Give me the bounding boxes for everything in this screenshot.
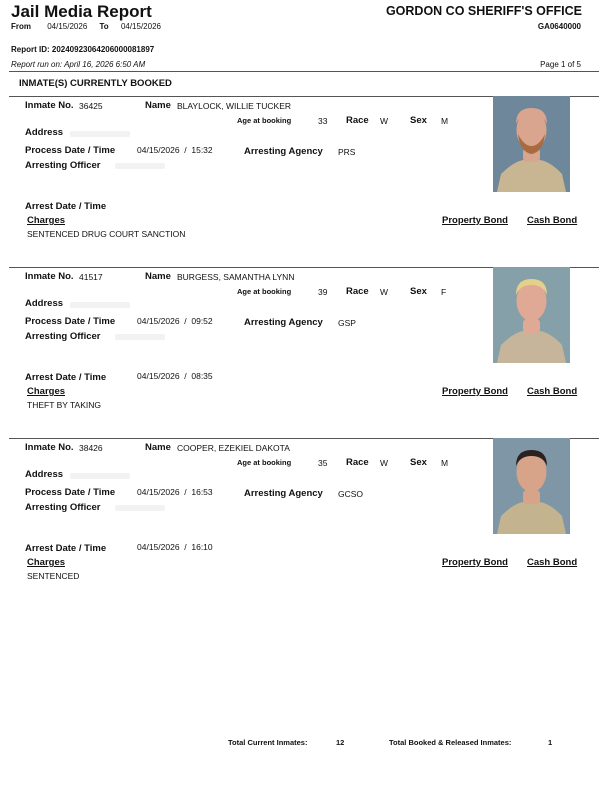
arrest-time: 16:10: [191, 542, 213, 552]
total-released-value: 1: [548, 738, 553, 747]
age-value: 39: [318, 287, 328, 297]
property-bond-label: Property Bond: [442, 386, 508, 397]
section-title: INMATE(S) CURRENTLY BOOKED: [19, 78, 172, 89]
to-date: 04/15/2026: [120, 22, 161, 31]
charges-value: SENTENCED DRUG COURT SANCTION: [27, 229, 186, 239]
office-name: GORDON CO SHERIFF'S OFFICE: [385, 4, 582, 18]
arrest-date: 04/15/2026: [137, 371, 180, 381]
sex-label: Sex: [410, 457, 427, 468]
race-value: W: [380, 287, 389, 297]
sex-label: Sex: [410, 286, 427, 297]
address-label: Address: [25, 298, 64, 309]
date-range: [11, 22, 161, 31]
address-redacted: [70, 131, 130, 137]
booking-photo: [493, 96, 570, 192]
sex-value: F: [441, 287, 447, 297]
arrest-label: Arrest Date / Time: [25, 543, 107, 554]
officer-label: Arresting Officer: [25, 502, 101, 513]
race-value: W: [380, 458, 389, 468]
inmate-no-label: Inmate No.: [25, 271, 74, 282]
race-label: Race: [346, 457, 369, 468]
cash-bond-label: Cash Bond: [527, 557, 578, 568]
from-label: From: [11, 22, 31, 31]
age-value: 33: [318, 116, 328, 126]
age-label: Age at booking: [237, 458, 292, 467]
age-value: 35: [318, 458, 328, 468]
process-date: 04/15/2026: [137, 145, 180, 155]
arrest-label: Arrest Date / Time: [25, 372, 107, 383]
arrest-date-time: 04/15/2026 / 08:35: [137, 371, 213, 381]
charges-value: SENTENCED: [27, 571, 80, 581]
process-label: Process Date / Time: [25, 487, 116, 498]
arrest-date: 04/15/2026: [137, 542, 180, 552]
inmate-no: 36425: [79, 101, 103, 111]
arrest-time: 08:35: [191, 371, 213, 381]
race-label: Race: [346, 286, 369, 297]
name-label: Name: [145, 442, 171, 453]
process-date: 04/15/2026: [137, 487, 180, 497]
address-label: Address: [25, 127, 64, 138]
inmate-no: 41517: [79, 272, 103, 282]
sex-label: Sex: [410, 115, 427, 126]
total-current-label: Total Current Inmates:: [228, 738, 308, 747]
age-label: Age at booking: [237, 116, 292, 125]
name-label: Name: [145, 100, 171, 111]
race-value: W: [380, 116, 389, 126]
process-time: 15:32: [191, 145, 213, 155]
address-redacted: [70, 302, 130, 308]
process-label: Process Date / Time: [25, 145, 116, 156]
charges-value: THEFT BY TAKING: [27, 400, 101, 410]
inmate-record: [0, 96, 608, 266]
name-label: Name: [145, 271, 171, 282]
cash-bond-label: Cash Bond: [527, 215, 578, 226]
process-date-time: 04/15/2026 / 16:53: [137, 487, 213, 497]
process-time: 16:53: [191, 487, 213, 497]
arrest-date-time: 04/15/2026 / 16:10: [137, 542, 213, 552]
agency-value: GCSO: [338, 489, 364, 499]
inmate-record: [0, 438, 608, 608]
process-date: 04/15/2026: [137, 316, 180, 326]
process-date-time: 04/15/2026 / 09:52: [137, 316, 213, 326]
booking-photo: [493, 267, 570, 363]
cash-bond-label: Cash Bond: [527, 386, 578, 397]
officer-label: Arresting Officer: [25, 160, 101, 171]
process-date-time: 04/15/2026 / 15:32: [137, 145, 213, 155]
inmate-name: BURGESS, SAMANTHA LYNN: [177, 272, 295, 282]
inmate-no-label: Inmate No.: [25, 442, 74, 453]
report-id: Report ID: 20240923064206000081897: [11, 45, 155, 54]
inmate-record: [0, 267, 608, 437]
booking-photo: [493, 438, 570, 534]
inmate-no-label: Inmate No.: [25, 100, 74, 111]
charges-label: Charges: [27, 557, 66, 568]
address-redacted: [70, 473, 130, 479]
inmate-name: BLAYLOCK, WILLIE TUCKER: [177, 101, 291, 111]
total-released-label: Total Booked & Released Inmates:: [389, 738, 512, 747]
from-date: 04/15/2026: [47, 22, 88, 31]
sex-value: M: [441, 116, 449, 126]
sex-value: M: [441, 458, 449, 468]
inmate-no: 38426: [79, 443, 103, 453]
run-on: Report run on: April 16, 2026 6:50 AM: [11, 60, 146, 69]
age-label: Age at booking: [237, 287, 292, 296]
process-label: Process Date / Time: [25, 316, 116, 327]
address-label: Address: [25, 469, 64, 480]
agency-value: GSP: [338, 318, 356, 328]
agency-label: Arresting Agency: [244, 317, 323, 328]
to-label: To: [99, 22, 109, 31]
officer-label: Arresting Officer: [25, 331, 101, 342]
property-bond-label: Property Bond: [442, 557, 508, 568]
agency-value: PRS: [338, 147, 356, 157]
total-current-value: 12: [336, 738, 345, 747]
officer-redacted: [115, 163, 165, 169]
officer-redacted: [115, 505, 165, 511]
agency-label: Arresting Agency: [244, 146, 323, 157]
report-title: Jail Media Report: [11, 2, 152, 21]
page-number: Page 1 of 5: [540, 60, 581, 69]
process-time: 09:52: [191, 316, 213, 326]
officer-redacted: [115, 334, 165, 340]
charges-label: Charges: [27, 386, 66, 397]
header-divider: [9, 71, 599, 72]
charges-label: Charges: [27, 215, 66, 226]
inmate-name: COOPER, EZEKIEL DAKOTA: [177, 443, 290, 453]
agency-id: GA0640000: [537, 22, 581, 31]
arrest-label: Arrest Date / Time: [25, 201, 107, 212]
race-label: Race: [346, 115, 369, 126]
property-bond-label: Property Bond: [442, 215, 508, 226]
agency-label: Arresting Agency: [244, 488, 323, 499]
